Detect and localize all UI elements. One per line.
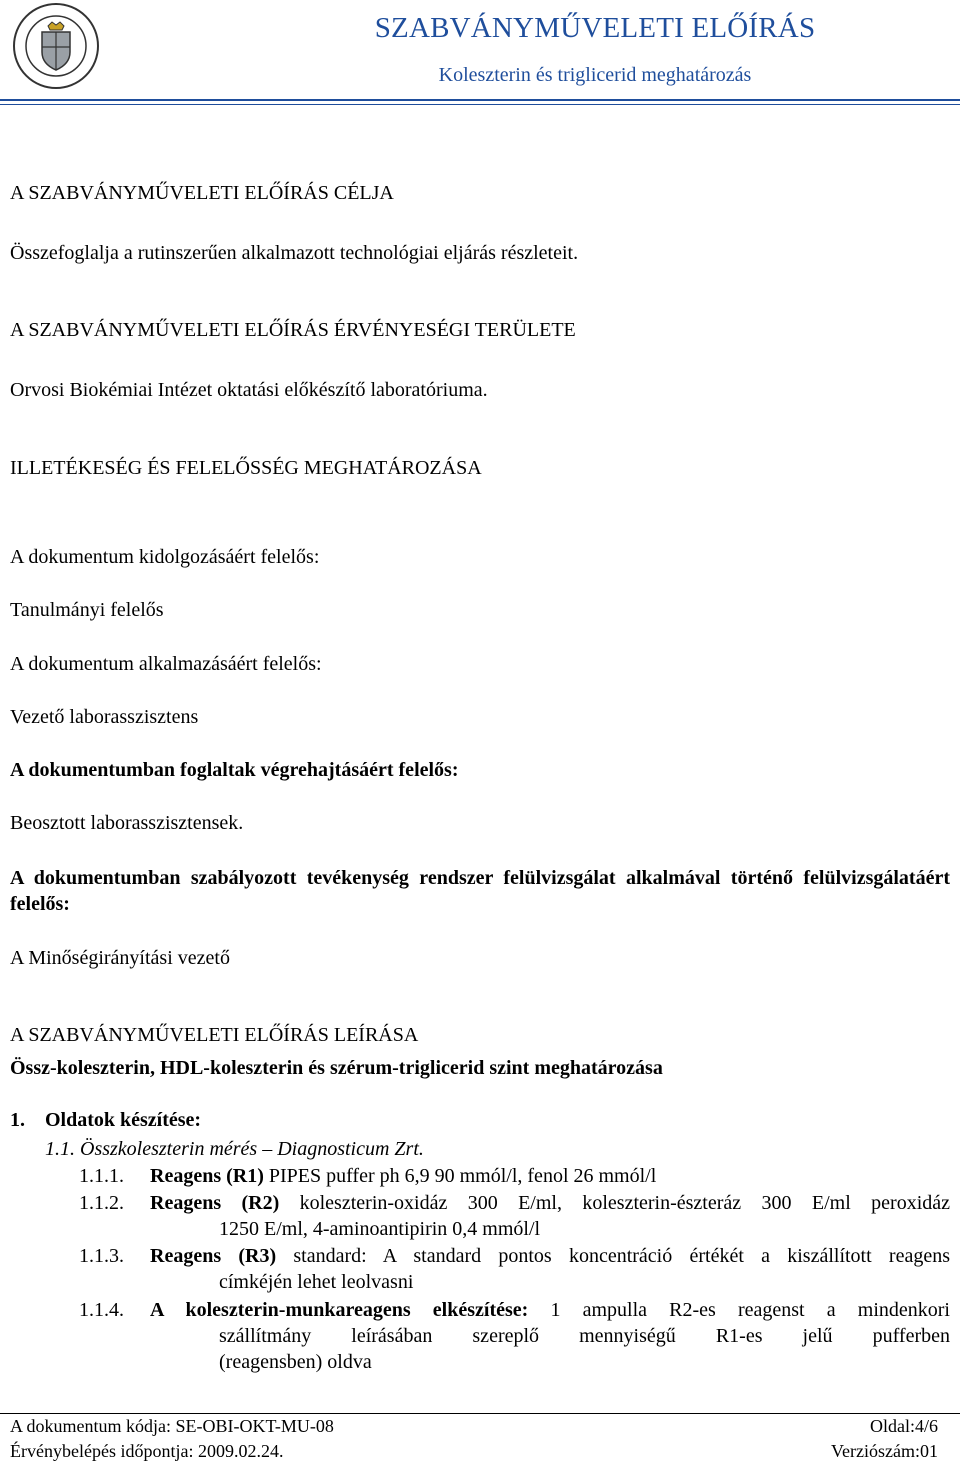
reagent-r1-label: Reagens (R1) <box>150 1165 264 1187</box>
version-number: Verziószám:01 <box>831 1441 938 1461</box>
working-reagent-text-cont: szállítmány leírásában szereplő mennyiségű R1-es jelű pufferben <box>219 1325 950 1347</box>
reagent-r1-text: PIPES puffer ph 6,9 90 mmól/l, fenol 26 mmól/l <box>263 1165 657 1187</box>
step-number-1: 1. <box>10 1109 25 1131</box>
footer-divider <box>0 1413 960 1414</box>
header-divider-thin <box>0 104 960 105</box>
execution-responsible-value: Beosztott laborasszisztensek. <box>10 812 244 834</box>
reagent-r2-text-cont: 1250 E/ml, 4-aminoantipirin 0,4 mmól/l <box>219 1218 541 1240</box>
document-code: A dokumentum kódja: SE-OBI-OKT-MU-08 <box>10 1416 334 1436</box>
working-reagent-text: 1 ampulla R2-es reagenst a mindenkori <box>528 1299 950 1321</box>
step-1-1-title: 1.1. Összkoleszterin mérés – Diagnosticum Zrt. <box>45 1138 424 1160</box>
reagent-r2-text: koleszterin-oxidáz 300 E/ml, koleszterin-észteráz 300 E/ml peroxidáz <box>279 1192 950 1214</box>
document-type-title: SZABVÁNYMŰVELETI ELŐÍRÁS <box>374 12 816 44</box>
item-number: 1.1.2. <box>79 1192 124 1214</box>
reagent-r3-text-cont: címkéjén lehet leolvasni <box>219 1271 414 1293</box>
purpose-text: Összefoglalja a rutinszerűen alkalmazott technológiai eljárás részleteit. <box>10 242 579 264</box>
step-title-1: Oldatok készítése: <box>45 1109 202 1131</box>
section-heading-purpose: A SZABVÁNYMŰVELETI ELŐÍRÁS CÉLJA <box>10 182 394 204</box>
reagent-r3-item <box>150 1243 950 1295</box>
application-responsible-value: Vezető laborasszisztens <box>10 706 199 728</box>
description-subheading: Össz-koleszterin, HDL-koleszterin és szérum-triglicerid szint meghatározása <box>10 1057 663 1079</box>
item-number: 1.1.1. <box>79 1165 124 1187</box>
reagent-r2-label: Reagens (R2) <box>150 1192 280 1214</box>
working-reagent-label: A koleszterin-munkareagens elkészítése: <box>150 1299 529 1321</box>
application-responsible-label: A dokumentum alkalmazásáért felelős: <box>10 653 322 675</box>
scope-text: Orvosi Biokémiai Intézet oktatási előkészítő laboratóriuma. <box>10 379 488 401</box>
effective-date: Érvénybelépés időpontja: 2009.02.24. <box>10 1441 284 1461</box>
author-responsible-label: A dokumentum kidolgozásáért felelős: <box>10 546 320 568</box>
item-number: 1.1.4. <box>79 1299 124 1321</box>
page-number: Oldal:4/6 <box>870 1416 938 1436</box>
reagent-r2-item <box>150 1190 950 1242</box>
item-number: 1.1.3. <box>79 1245 124 1267</box>
header-divider <box>0 99 960 101</box>
review-responsible-label: A dokumentumban szabályozott tevékenység rendszer felülvizsgálat alkalmával történő felülvizsgálatáért felelős: <box>10 867 950 915</box>
author-responsible-value: Tanulmányi felelős <box>10 599 164 621</box>
review-responsible-value: A Minőségirányítási vezető <box>10 947 230 969</box>
section-heading-responsibility: ILLETÉKESÉG ÉS FELELŐSSÉG MEGHATÁROZÁSA <box>10 457 482 479</box>
reagent-r1-item <box>150 1163 950 1189</box>
working-reagent-item <box>150 1297 950 1375</box>
university-seal-logo <box>12 2 100 90</box>
section-heading-scope: A SZABVÁNYMŰVELETI ELŐÍRÁS ÉRVÉNYESÉGI TERÜLETE <box>10 319 576 341</box>
reagent-r3-label: Reagens (R3) <box>150 1245 277 1267</box>
document-subject-subtitle: Koleszterin és triglicerid meghatározás <box>438 64 752 86</box>
reagent-r3-text: standard: A standard pontos koncentráció értékét a kiszállított reagens <box>276 1245 950 1267</box>
execution-responsible-label: A dokumentumban foglaltak végrehajtásáért felelős: <box>10 759 459 781</box>
section-heading-description: A SZABVÁNYMŰVELETI ELŐÍRÁS LEÍRÁSA <box>10 1024 419 1046</box>
working-reagent-text-end: (reagensben) oldva <box>219 1351 372 1373</box>
